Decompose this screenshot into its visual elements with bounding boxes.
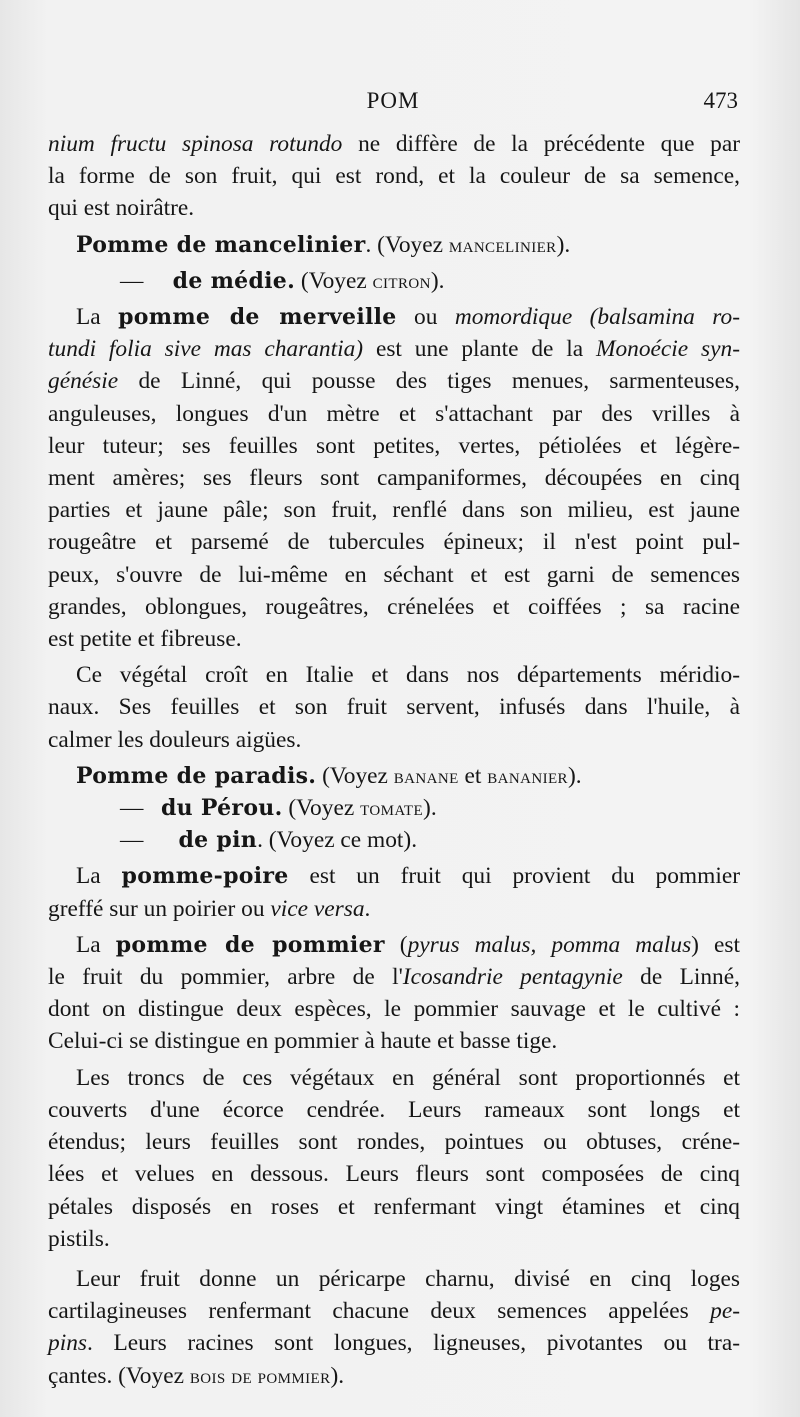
ditto-dash: —: [120, 267, 144, 294]
entry-headword: Pomme de mancelinier: [76, 231, 366, 258]
text-line: — du Pérou. (Voyez tomate).: [120, 795, 437, 822]
cross-reference: citron: [372, 268, 431, 293]
latin-name: nium fructu spinosa rotundo: [48, 131, 343, 157]
entry-headword: pomme de pommier: [115, 931, 385, 958]
entry-headword: pomme de merveille: [118, 304, 397, 331]
text-line: est petite et fibreuse.: [48, 626, 242, 653]
text-line: Ce végétal croît en Italie et dans nos départements méridio-: [76, 662, 740, 689]
entry-pomme-de-merveille: [48, 301, 740, 655]
text-line: Pomme de paradis. (Voyez banane et bananier).: [76, 762, 582, 789]
entry-headword: du Pérou.: [160, 795, 283, 822]
text-line: tundi folia sive mas charantia) est une plante de la Monoécie syn-: [48, 336, 740, 363]
ditto-dash: —: [120, 827, 144, 854]
ditto-dash: —: [120, 795, 144, 822]
text-line: étendus; leurs feuilles sont rondes, pointues ou obtuses, créne-: [48, 1129, 740, 1156]
cross-reference: banane: [393, 763, 459, 788]
text-line: ment amères; ses fleurs sont campaniformes, découpées en cinq: [48, 465, 740, 492]
entry-de-pin: [48, 824, 740, 856]
cross-reference: bananier: [487, 763, 568, 788]
text-line: pétales disposés en roses et renfermant vingt étamines et cinq: [48, 1193, 740, 1220]
entry-de-medie: [48, 265, 740, 297]
entry-pomme-poire: [48, 860, 740, 924]
text-line: La pomme de pommier (pyrus malus, pomma malus) est: [76, 931, 740, 958]
text-line: La pomme-poire est un fruit qui provient du pommier: [76, 863, 740, 890]
text-line: leur tuteur; ses feuilles sont petites, vertes, pétiolées et légère-: [48, 432, 740, 459]
entry-pomme-de-mancelinier: [48, 229, 740, 261]
body-text: [48, 128, 740, 1392]
entry-pomme-de-pommier: [48, 929, 740, 1058]
entry-headword: Pomme de paradis.: [76, 762, 317, 789]
text-line: dont on distingue deux espèces, le pommier sauvage et le cultivé :: [48, 996, 740, 1023]
paragraph-continuation: [48, 128, 740, 225]
text-line: — de pin. (Voyez ce mot).: [120, 827, 418, 854]
text-line: peux, s'ouvre de lui-même en séchant et est garni de semences: [48, 561, 740, 588]
text-line: grandes, oblongues, rougeâtres, crénelées et coiffées ; sa racine: [48, 593, 740, 620]
paragraph: [48, 1263, 740, 1392]
text-line: La pomme de merveille ou momordique (balsamina ro-: [76, 304, 740, 331]
text-line: anguleuses, longues d'un mètre et s'attachant par des vrilles à: [48, 400, 740, 427]
text-line: Leur fruit donne un péricarpe charnu, divisé en cinq loges: [76, 1265, 740, 1292]
cross-reference: mancelinier: [448, 232, 557, 257]
entry-pomme-de-paradis: [48, 760, 740, 792]
text-line: rougeâtre et parsemé de tubercules épineux; il n'est point pul-: [48, 529, 740, 556]
text-line: pins. Leurs racines sont longues, ligneuses, pivotantes ou tra-: [48, 1330, 740, 1357]
entry-headword: de médie.: [172, 267, 296, 294]
text-line: couverts d'une écorce cendrée. Leurs rameaux sont longs et: [48, 1096, 740, 1123]
cross-reference: bois de pommier: [189, 1363, 331, 1388]
text-line: le fruit du pommier, arbre de l'Icosandrie pentagynie de Linné,: [48, 964, 740, 991]
text-line: cartilagineuses renfermant chacune deux semences appelées pe-: [48, 1298, 740, 1325]
text-line: naux. Ses feuilles et son fruit servent, infusés dans l'huile, à: [48, 694, 740, 721]
text-line: — de médie. (Voyez citron).: [120, 267, 445, 294]
text-line: qui est noirâtre.: [48, 195, 195, 222]
entry-headword: de pin: [178, 827, 258, 854]
text-line: çantes. (Voyez bois de pommier).: [48, 1362, 345, 1389]
paragraph: [48, 1062, 740, 1255]
entry-du-perou: [48, 792, 740, 824]
text-line: calmer les douleurs aigües.: [48, 726, 302, 753]
page-number: 473: [703, 88, 738, 113]
text-line: nium fructu spinosa rotundo ne diffère de la précédente que par: [48, 131, 740, 157]
text-line: Les troncs de ces végétaux en général sont proportionnés et: [76, 1064, 740, 1091]
paragraph: [48, 659, 740, 756]
cross-reference: tomate: [360, 796, 424, 821]
text-line: Pomme de mancelinier. (Voyez mancelinier).: [76, 231, 571, 258]
text-line: pistils.: [48, 1225, 110, 1252]
text-line: greffé sur un poirier ou vice versa.: [48, 895, 371, 922]
text-line: parties et jaune pâle; son fruit, renflé dans son milieu, est jaune: [48, 497, 740, 524]
running-head: POM: [366, 88, 420, 113]
page-header: [48, 84, 738, 120]
text-line: génésie de Linné, qui pousse des tiges menues, sarmenteuses,: [48, 368, 740, 395]
text-line: Celui-ci se distingue en pommier à haute et basse tige.: [48, 1028, 558, 1055]
entry-headword: pomme-poire: [121, 863, 289, 890]
text-line: lées et velues en dessous. Leurs fleurs sont composées de cinq: [48, 1161, 740, 1188]
text-line: la forme de son fruit, qui est rond, et la couleur de sa semence,: [48, 163, 740, 190]
